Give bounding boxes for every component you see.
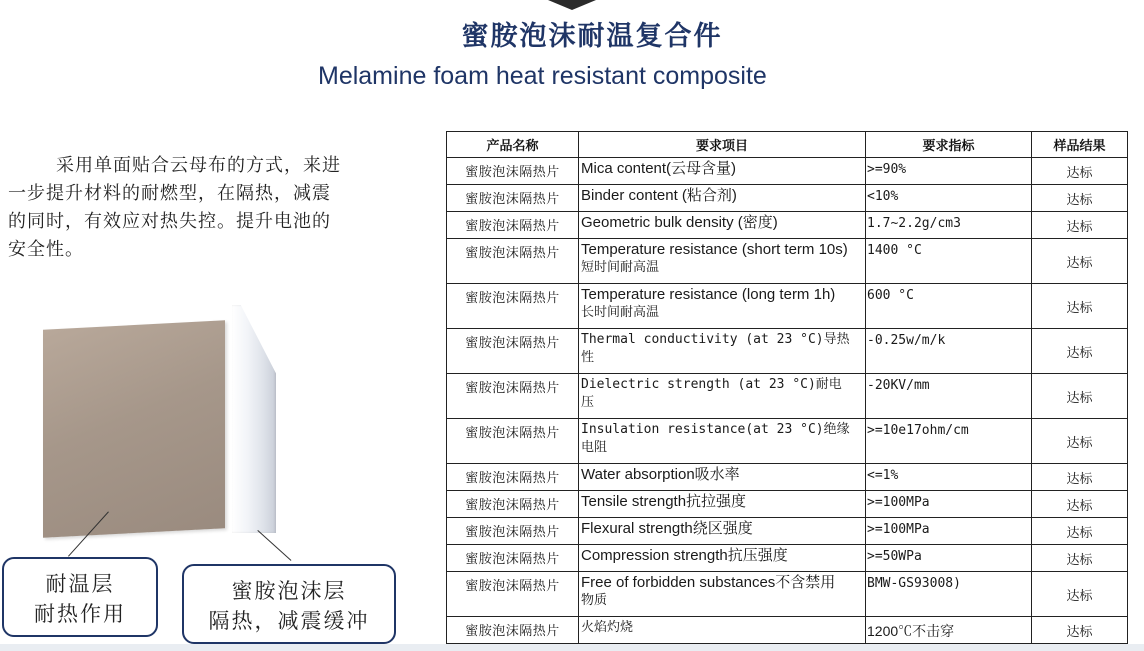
cell-product: 蜜胺泡沫隔热片	[447, 284, 579, 329]
bottom-bar	[0, 644, 1144, 651]
cell-spec: >=100MPa	[866, 491, 1032, 518]
cell-spec: >=10e17ohm/cm	[866, 419, 1032, 464]
page-title-cn: 蜜胺泡沫耐温复合件	[461, 21, 723, 52]
callout-foam-layer-desc: 隔热，减震缓冲	[208, 609, 370, 633]
cell-spec: >=50WPa	[866, 545, 1032, 572]
cell-result: 达标	[1032, 491, 1128, 518]
header-notch	[548, 0, 596, 10]
cell-product: 蜜胺泡沫隔热片	[447, 518, 579, 545]
cell-product: 蜜胺泡沫隔热片	[447, 419, 579, 464]
cell-item	[579, 212, 866, 239]
cell-result: 达标	[1032, 329, 1128, 374]
cell-item-line1: Thermal conductivity (at 23 °C)导热	[581, 332, 850, 347]
cell-item-line1: Temperature resistance (short term 10s)	[581, 241, 848, 258]
cell-item-line1: Insulation resistance(at 23 °C)绝缘	[581, 422, 850, 437]
cell-item-line2: 电阻	[581, 440, 608, 455]
cell-result: 达标	[1032, 617, 1128, 644]
table-row	[447, 158, 1128, 185]
cell-item-line2: 长时间耐高温	[581, 305, 660, 320]
product-description: 采用单面贴合云母布的方式，来进一步提升材料的耐燃型，在隔热，减震的同时，有效应对热失控。提升电池的安全性。	[8, 155, 341, 260]
cell-product: 蜜胺泡沫隔热片	[447, 158, 579, 185]
cell-spec: >=100MPa	[866, 518, 1032, 545]
cell-spec: BMW-GS93008)	[866, 572, 1032, 617]
cell-result: 达标	[1032, 545, 1128, 572]
cell-product: 蜜胺泡沫隔热片	[447, 545, 579, 572]
cell-item-line1: Tensile strength抗拉强度	[581, 493, 747, 510]
table-row	[447, 545, 1128, 572]
table-row	[447, 239, 1128, 284]
cell-item-line2: 压	[581, 395, 595, 410]
cell-product: 蜜胺泡沫隔热片	[447, 239, 579, 284]
cell-item	[579, 419, 866, 464]
melamine-foam-photo	[232, 305, 276, 533]
table-row	[447, 329, 1128, 374]
cell-spec: <=1%	[866, 464, 1032, 491]
cell-item-line1: Dielectric strength (at 23 °C)耐电	[581, 377, 842, 392]
callout-heat-layer-title: 耐温层	[45, 572, 115, 596]
cell-item	[579, 464, 866, 491]
cell-item	[579, 374, 866, 419]
spec-table	[446, 131, 1128, 644]
cell-spec: 1400 °C	[866, 239, 1032, 284]
cell-item-line1: Geometric bulk density (密度)	[581, 214, 778, 231]
cell-item-line1: Compression strength抗压强度	[581, 547, 788, 564]
cell-spec: <10%	[866, 185, 1032, 212]
cell-item	[579, 284, 866, 329]
header-sample-result: 样品结果	[1032, 132, 1128, 158]
table-row	[447, 617, 1128, 644]
cell-item-line2: 性	[581, 350, 595, 365]
cell-item-line1: Binder content (粘合剂)	[581, 187, 737, 204]
cell-result: 达标	[1032, 518, 1128, 545]
cell-product: 蜜胺泡沫隔热片	[447, 617, 579, 644]
cell-item	[579, 239, 866, 284]
callout-line-right	[257, 530, 291, 561]
callout-heat-layer	[2, 557, 158, 637]
cell-product: 蜜胺泡沫隔热片	[447, 374, 579, 419]
cell-result: 达标	[1032, 284, 1128, 329]
cell-product: 蜜胺泡沫隔热片	[447, 464, 579, 491]
table-row	[447, 212, 1128, 239]
cell-product: 蜜胺泡沫隔热片	[447, 491, 579, 518]
cell-result: 达标	[1032, 419, 1128, 464]
table-row	[447, 464, 1128, 491]
cell-result: 达标	[1032, 572, 1128, 617]
cell-spec: 1200℃不击穿	[866, 617, 1032, 644]
cell-product: 蜜胺泡沫隔热片	[447, 572, 579, 617]
table-row	[447, 374, 1128, 419]
cell-spec: >=90%	[866, 158, 1032, 185]
cell-item-line1: 火焰灼烧	[581, 620, 634, 635]
cell-item-line1: Water absorption吸水率	[581, 466, 740, 483]
cell-item	[579, 518, 866, 545]
cell-result: 达标	[1032, 239, 1128, 284]
table-header-row	[447, 132, 1128, 158]
table-row	[447, 491, 1128, 518]
mica-layer-photo	[43, 320, 225, 538]
cell-product: 蜜胺泡沫隔热片	[447, 185, 579, 212]
cell-item-line1: Temperature resistance (long term 1h)	[581, 286, 836, 303]
cell-spec: -0.25w/m/k	[866, 329, 1032, 374]
callout-foam-layer	[182, 564, 396, 644]
cell-result: 达标	[1032, 464, 1128, 491]
cell-item	[579, 572, 866, 617]
cell-item-line1: Mica content(云母含量)	[581, 160, 737, 177]
cell-spec: 600 °C	[866, 284, 1032, 329]
header-product-name: 产品名称	[447, 132, 579, 158]
callout-heat-layer-desc: 耐热作用	[34, 602, 126, 626]
header-requirement-item: 要求项目	[579, 132, 866, 158]
cell-item	[579, 491, 866, 518]
cell-product: 蜜胺泡沫隔热片	[447, 329, 579, 374]
cell-spec: -20KV/mm	[866, 374, 1032, 419]
callout-foam-layer-title: 蜜胺泡沫层	[231, 579, 347, 603]
cell-result: 达标	[1032, 158, 1128, 185]
cell-item	[579, 329, 866, 374]
cell-product: 蜜胺泡沫隔热片	[447, 212, 579, 239]
cell-result: 达标	[1032, 212, 1128, 239]
cell-item-line1: Free of forbidden substances不含禁用	[581, 574, 836, 591]
cell-item	[579, 185, 866, 212]
cell-spec: 1.7~2.2g/cm3	[866, 212, 1032, 239]
cell-result: 达标	[1032, 185, 1128, 212]
cell-item-line1: Flexural strength绕区强度	[581, 520, 753, 537]
table-row	[447, 572, 1128, 617]
table-row	[447, 419, 1128, 464]
cell-item	[579, 158, 866, 185]
cell-item-line2: 物质	[581, 593, 608, 608]
table-row	[447, 518, 1128, 545]
cell-item	[579, 617, 866, 644]
cell-result: 达标	[1032, 374, 1128, 419]
cell-item	[579, 545, 866, 572]
header-requirement-spec: 要求指标	[866, 132, 1032, 158]
cell-item-line2: 短时间耐高温	[581, 260, 660, 275]
page-title-en: Melamine foam heat resistant composite	[318, 62, 767, 90]
table-row	[447, 284, 1128, 329]
table-row	[447, 185, 1128, 212]
